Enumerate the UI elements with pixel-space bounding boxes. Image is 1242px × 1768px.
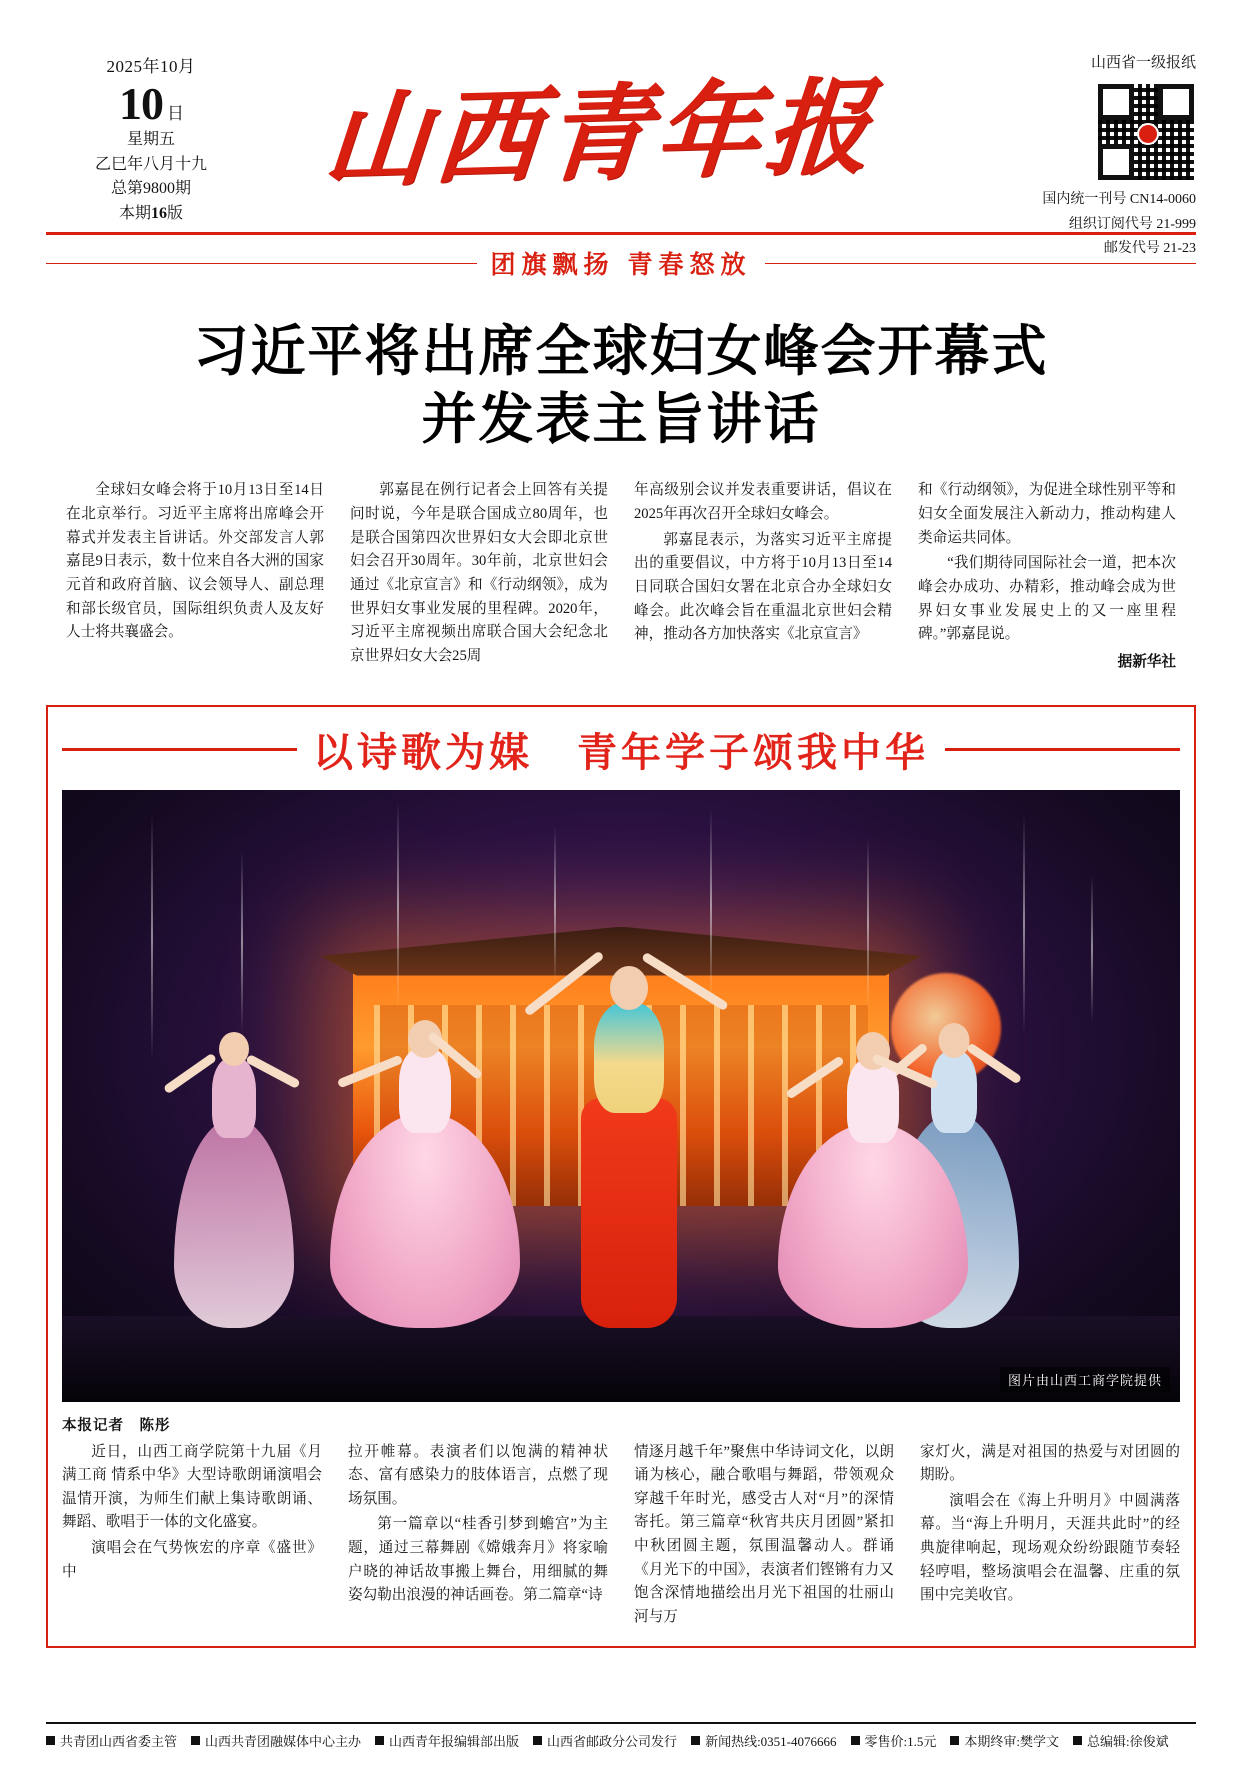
feature-column-3 — [634, 1441, 894, 1632]
weekday: 星期五 — [126, 130, 175, 148]
bullet-square-icon — [375, 1736, 384, 1745]
footer-item-hotline: 新闻热线:0351-4076666 — [691, 1731, 836, 1750]
masthead — [46, 0, 1196, 257]
slogan-rule-left — [46, 263, 477, 264]
lead-column-3 — [634, 479, 892, 674]
feature-article — [46, 705, 1196, 1648]
bullet-square-icon — [533, 1736, 542, 1745]
masthead-date-block — [46, 46, 256, 227]
day-unit: 日 — [167, 103, 183, 123]
feature-column-2 — [348, 1441, 608, 1632]
article-byline: 本报记者 陈彤 — [62, 1417, 171, 1434]
paragraph: 情逐月越千年”聚焦中华诗词文化，以朗诵为核心，融合歌唱与舞蹈，带领观众穿越千年时光，感受古人对“月”的深情寄托。第三篇章“秋宵共庆月团圆”紧扣中秋团圆主题，氛围温馨动人。群诵《月光下的中国》，表演者们铿锵有力又饱含深情地描绘出月光下祖国的壮丽山河与万 — [634, 1443, 894, 1625]
footer-item-reviewer: 本期终审:樊学文 — [950, 1731, 1059, 1750]
paragraph: 年高级别会议并发表重要讲话，倡议在2025年再次召开全球妇女峰会。 — [634, 482, 892, 523]
feature-rule-left — [62, 748, 297, 751]
feature-column-1 — [62, 1441, 322, 1632]
paragraph: 拉开帷幕。表演者们以饱满的精神状态、富有感染力的肢体语言，点燃了现场氛围。 — [348, 1443, 608, 1507]
dancer-right-front — [778, 1008, 968, 1328]
cn-code: 国内统一刊号 CN14-0060 — [1042, 192, 1196, 208]
publication-day: 10 日 — [119, 77, 183, 129]
issue-number: 总第9800期 — [110, 180, 191, 198]
bullet-square-icon — [691, 1736, 700, 1745]
news-source: 据新华社 — [1117, 653, 1176, 670]
bullet-square-icon — [851, 1736, 860, 1745]
feature-title: 以诗歌为媒 青年学子颂我中华 — [313, 730, 929, 775]
postal-code: 邮发代号 21-23 — [1103, 241, 1196, 257]
slogan-text: 团旗飘扬 青春怒放 — [490, 251, 752, 279]
lunar-date: 乙巳年八月十九 — [94, 155, 207, 173]
feature-article-body — [62, 1441, 1180, 1632]
paragraph: 近日，山西工商学院第十九届《月满工商 情系中华》大型诗歌朗诵演唱会温情开演，为师生们献上集诗歌朗诵、舞蹈、歌唱于一体的文化盛宴。 — [62, 1443, 322, 1531]
bullet-square-icon — [950, 1736, 959, 1745]
feature-photo — [62, 790, 1180, 1402]
masthead-info-block — [946, 46, 1196, 262]
footer-item: 山西青年报编辑部出版 — [375, 1731, 519, 1750]
bullet-square-icon — [1073, 1736, 1082, 1745]
headline-line-2: 并发表主旨讲话 — [421, 388, 821, 451]
footer-rule — [46, 1722, 1196, 1724]
lead-dancer-center — [554, 908, 704, 1328]
masthead-logo — [256, 46, 946, 203]
bullet-square-icon — [46, 1736, 55, 1745]
feature-column-4 — [920, 1441, 1180, 1632]
headline-text — [46, 317, 1196, 453]
feature-rule-right — [945, 748, 1180, 751]
lead-article-body — [46, 479, 1196, 674]
paragraph: 家灯火，满是对祖国的热爱与对团圆的期盼。 — [920, 1443, 1180, 1484]
publication-date: 2025年10月 — [106, 57, 196, 76]
lead-column-2 — [350, 479, 608, 674]
paragraph: 全球妇女峰会将于10月13日至14日在北京举行。习近平主席将出席峰会开幕式并发表主旨讲话。外交部发言人郭嘉昆9日表示，数十位来自各大洲的国家元首和政府首脑、议会领导人、副总理和部长级官员，国际组织负责人及友好人士将共襄盛会。 — [66, 482, 324, 641]
paragraph: 和《行动纲领》，为促进全球性别平等和妇女全面发展注入新动力，推动构建人类命运共同体。 — [918, 482, 1176, 546]
bullet-square-icon — [191, 1736, 200, 1745]
paragraph: 演唱会在《海上升明月》中圆满落幕。当“海上升明月，天涯共此时”的经典旋律响起，现场观众纷纷跟随节奏轻轻哼唱，整场演唱会在温馨、庄重的氛围中完美收官。 — [920, 1492, 1180, 1604]
feature-title-row — [62, 721, 1180, 778]
background-dancer — [174, 998, 294, 1328]
footer-item: 山西共青团融媒体中心主办 — [191, 1731, 361, 1750]
lead-headline — [46, 317, 1196, 453]
lead-column-4 — [918, 479, 1176, 674]
qr-code-icon[interactable] — [1096, 82, 1196, 182]
footer-item: 山西省邮政分公司发行 — [533, 1731, 677, 1750]
org-subscription-code: 组织订阅代号 21-999 — [1068, 216, 1196, 232]
footer-items — [46, 1731, 1196, 1750]
lead-column-1 — [66, 479, 324, 674]
newspaper-grade: 山西省一级报纸 — [1090, 55, 1196, 71]
paragraph: 郭嘉昆在例行记者会上回答有关提问时说，今年是联合国成立80周年，也是联合国第四次世界妇女大会即北京世妇会召开30周年。30年前，北京世妇会通过《北京宣言》和《行动纲领》，成为世界妇女事业发展的里程碑。2020年，习近平主席视频出席联合国大会纪念北京世界妇女大会25周 — [350, 482, 608, 664]
paragraph: 第一篇章以“桂香引梦到蟾宫”为主题，通过三幕舞剧《嫦娥奔月》将家喻户晓的神话故事搬上舞台，用细腻的舞姿勾勒出浪漫的神话画卷。第二篇章“诗 — [348, 1516, 608, 1604]
paragraph: “我们期待同国际社会一道，把本次峰会办成功、办精彩，推动峰会成为世界妇女事业发展史上的又一座里程碑。”郭嘉昆说。 — [918, 555, 1176, 643]
headline-line-1: 习近平将出席全球妇女峰会开幕式 — [193, 320, 1049, 382]
dancer-left-front — [330, 998, 520, 1328]
footer-item: 共青团山西省委主管 — [46, 1731, 177, 1750]
page-footer — [46, 1722, 1196, 1750]
footer-item-price: 零售价:1.5元 — [851, 1731, 937, 1750]
footer-item-editor: 总编辑:徐俊斌 — [1073, 1731, 1169, 1750]
photo-credit: 图片由山西工商学院提供 — [1000, 1367, 1170, 1392]
newspaper-title: 山西青年报 — [319, 64, 881, 203]
paragraph: 郭嘉昆表示，为落实习近平主席提出的重要倡议，中方将于10月13日至14日同联合国妇女署在北京合办全球妇女峰会。此次峰会旨在重温北京世妇会精神，推动各方加快落实《北京宣言》 — [634, 531, 892, 643]
page-count: 本期16版 — [118, 205, 184, 223]
slogan-rule-right — [765, 263, 1196, 264]
paragraph: 演唱会在气势恢宏的序章《盛世》中 — [62, 1540, 322, 1580]
